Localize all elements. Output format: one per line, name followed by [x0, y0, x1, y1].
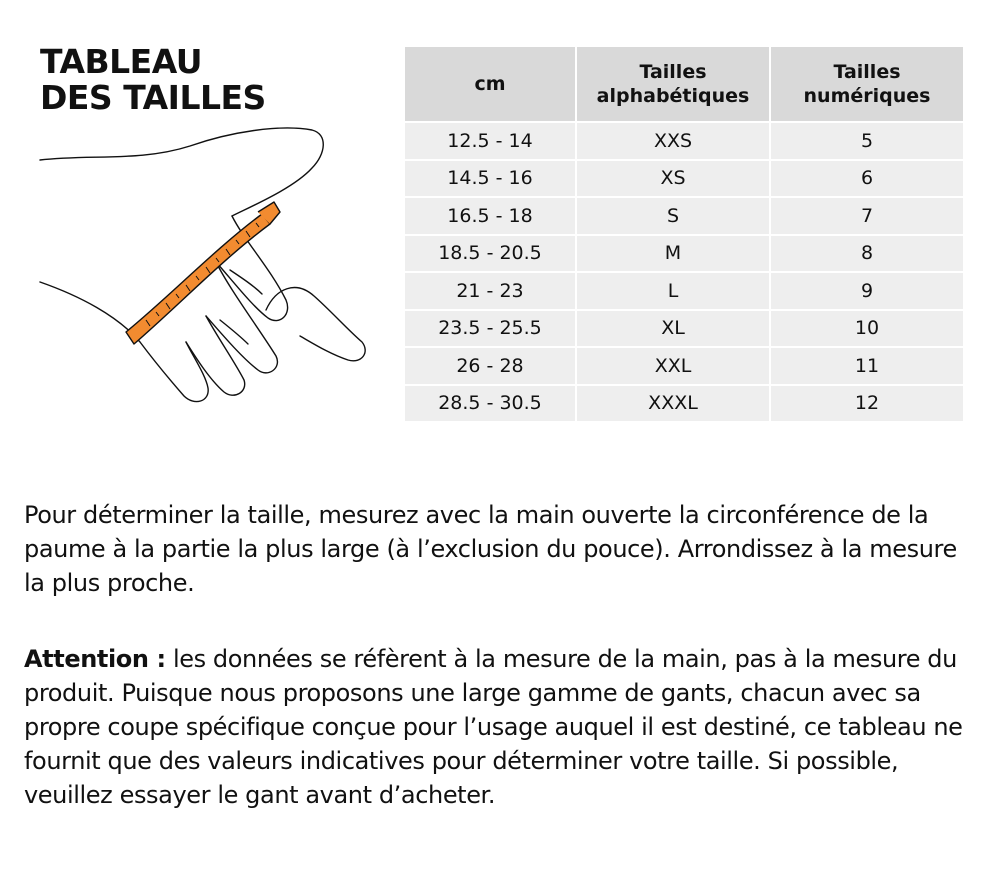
hand-with-measuring-tape-icon [30, 120, 380, 420]
cell-cm: 28.5 - 30.5 [405, 386, 575, 424]
cell-numeric-size: 7 [769, 198, 963, 236]
cell-alpha-size: XXL [575, 348, 769, 386]
cell-cm: 21 - 23 [405, 273, 575, 311]
measurement-instructions: Pour déterminer la taille, mesurez avec la main ouverte la circonférence de la paume à la partie la plus large (à l’exclusion du pouce). Arrondissez à la mesure la plus proche. [24, 501, 957, 597]
attention-label: Attention : [24, 645, 166, 673]
attention-note [24, 642, 989, 812]
cell-numeric-size: 12 [769, 386, 963, 424]
cell-alpha-size: XS [575, 161, 769, 199]
cell-numeric-size: 5 [769, 123, 963, 161]
page-title [40, 44, 266, 116]
cell-cm: 18.5 - 20.5 [405, 236, 575, 274]
cell-alpha-size: XXXL [575, 386, 769, 424]
table-row [405, 161, 963, 199]
cell-alpha-size: M [575, 236, 769, 274]
cell-cm: 26 - 28 [405, 348, 575, 386]
column-header-alpha-sizes: Tailles alphabétiques [575, 47, 769, 123]
cell-cm: 16.5 - 18 [405, 198, 575, 236]
table-header-row [405, 47, 963, 123]
cell-cm: 14.5 - 16 [405, 161, 575, 199]
attention-text: les données se réfèrent à la mesure de la main, pas à la mesure du produit. Puisque nous proposons une large gamme de gants, chacun avec sa propre coupe spécifique conçue pour l’usage auquel il est destiné, ce tableau ne fournit que des valeurs indicatives pour déterminer votre taille. Si possible, veuillez essayer le gant avant d’acheter. [24, 645, 963, 809]
table-row [405, 348, 963, 386]
cell-numeric-size: 6 [769, 161, 963, 199]
cell-numeric-size: 9 [769, 273, 963, 311]
cell-alpha-size: S [575, 198, 769, 236]
table-row [405, 386, 963, 424]
table-row [405, 198, 963, 236]
column-header-numeric-sizes: Tailles numériques [769, 47, 963, 123]
cell-alpha-size: XXS [575, 123, 769, 161]
page-title-line-2: DES TAILLES [40, 78, 266, 117]
size-chart-table [405, 47, 963, 423]
table-row [405, 236, 963, 274]
page-title-line-1: TABLEAU [40, 42, 203, 81]
table-row [405, 123, 963, 161]
cell-alpha-size: L [575, 273, 769, 311]
cell-numeric-size: 8 [769, 236, 963, 274]
cell-cm: 23.5 - 25.5 [405, 311, 575, 349]
cell-numeric-size: 10 [769, 311, 963, 349]
cell-numeric-size: 11 [769, 348, 963, 386]
cell-cm: 12.5 - 14 [405, 123, 575, 161]
table-row [405, 273, 963, 311]
column-header-cm: cm [405, 47, 575, 123]
table-row [405, 311, 963, 349]
cell-alpha-size: XL [575, 311, 769, 349]
